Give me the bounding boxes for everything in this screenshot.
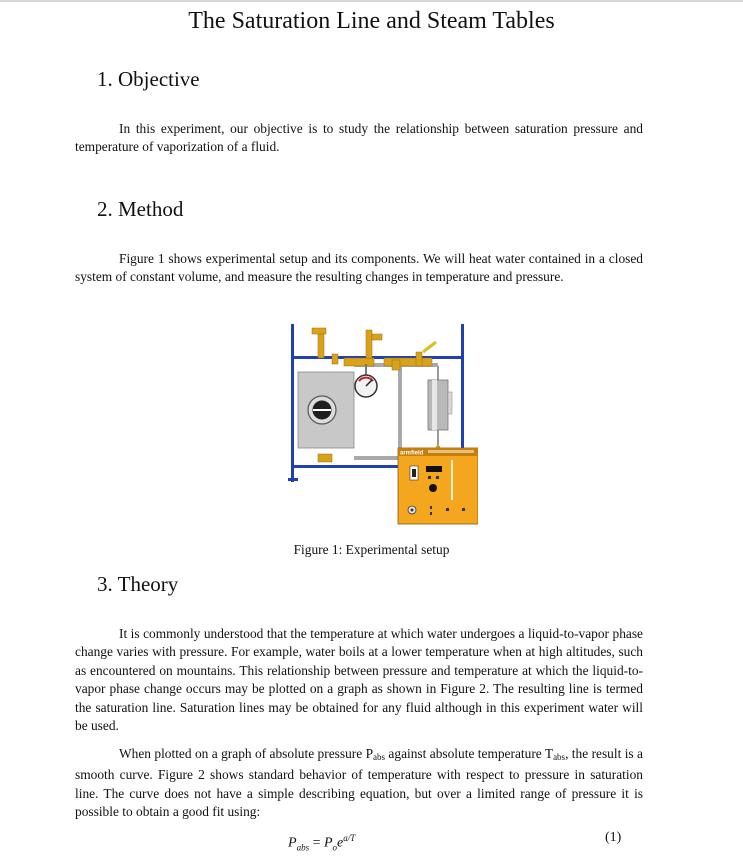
digital-display: [426, 466, 442, 472]
console-brand-label: armfield: [400, 450, 424, 457]
equation-number: (1): [605, 830, 622, 845]
document-title: The Saturation Line and Steam Tables: [188, 8, 555, 34]
section-heading-method: 2. Method: [97, 197, 184, 221]
objective-paragraph: In this experiment, our objective is to study the relationship between saturation pressure and temperature of vaporization of a fluid.: [75, 121, 643, 155]
theory-paragraph-2: When plotted on a graph of absolute pressure Pabs against absolute temperature Tabs, the result is a smooth curve. Figure 2 shows standard behavior of temperature with respect to pressure in saturation line. The curve does not have a simple describing equation, but over a limited range of pressure it is possible to obtain a good fit using:: [75, 746, 643, 820]
theory-paragraph-1: It is commonly understood that the temperature at which water undergoes a liquid-to-vapor phase change varies with pressure. For example, water boils at a lower temperature when at high altitudes, such as encountered on mountains. This relationship between pressure and temperature at which the liquid-to-vapor phase change occurs may be plotted on a graph as shown in Figure 2. The resulting line is termed the saturation line. Saturation lines may be obtained for any fluid although in this experiment water will be used.: [75, 626, 643, 734]
console-knob: [429, 484, 437, 492]
method-paragraph: Figure 1 shows experimental setup and its components. We will heat water contained in a closed system of constant volume, and measure the resulting changes in temperature and pressure.: [75, 251, 643, 285]
figure-caption: Figure 1: Experimental setup: [293, 542, 450, 557]
saturation-equation: $P_{abs} = P_oe^{a/T}$: [288, 833, 356, 853]
page-top-border: [0, 0, 743, 2]
section-heading-objective: 1. Objective: [97, 67, 200, 91]
section-heading-theory: 3. Theory: [97, 572, 179, 596]
valve-lever: [423, 342, 436, 352]
experimental-setup-figure: [288, 320, 478, 525]
condenser: [428, 380, 448, 430]
